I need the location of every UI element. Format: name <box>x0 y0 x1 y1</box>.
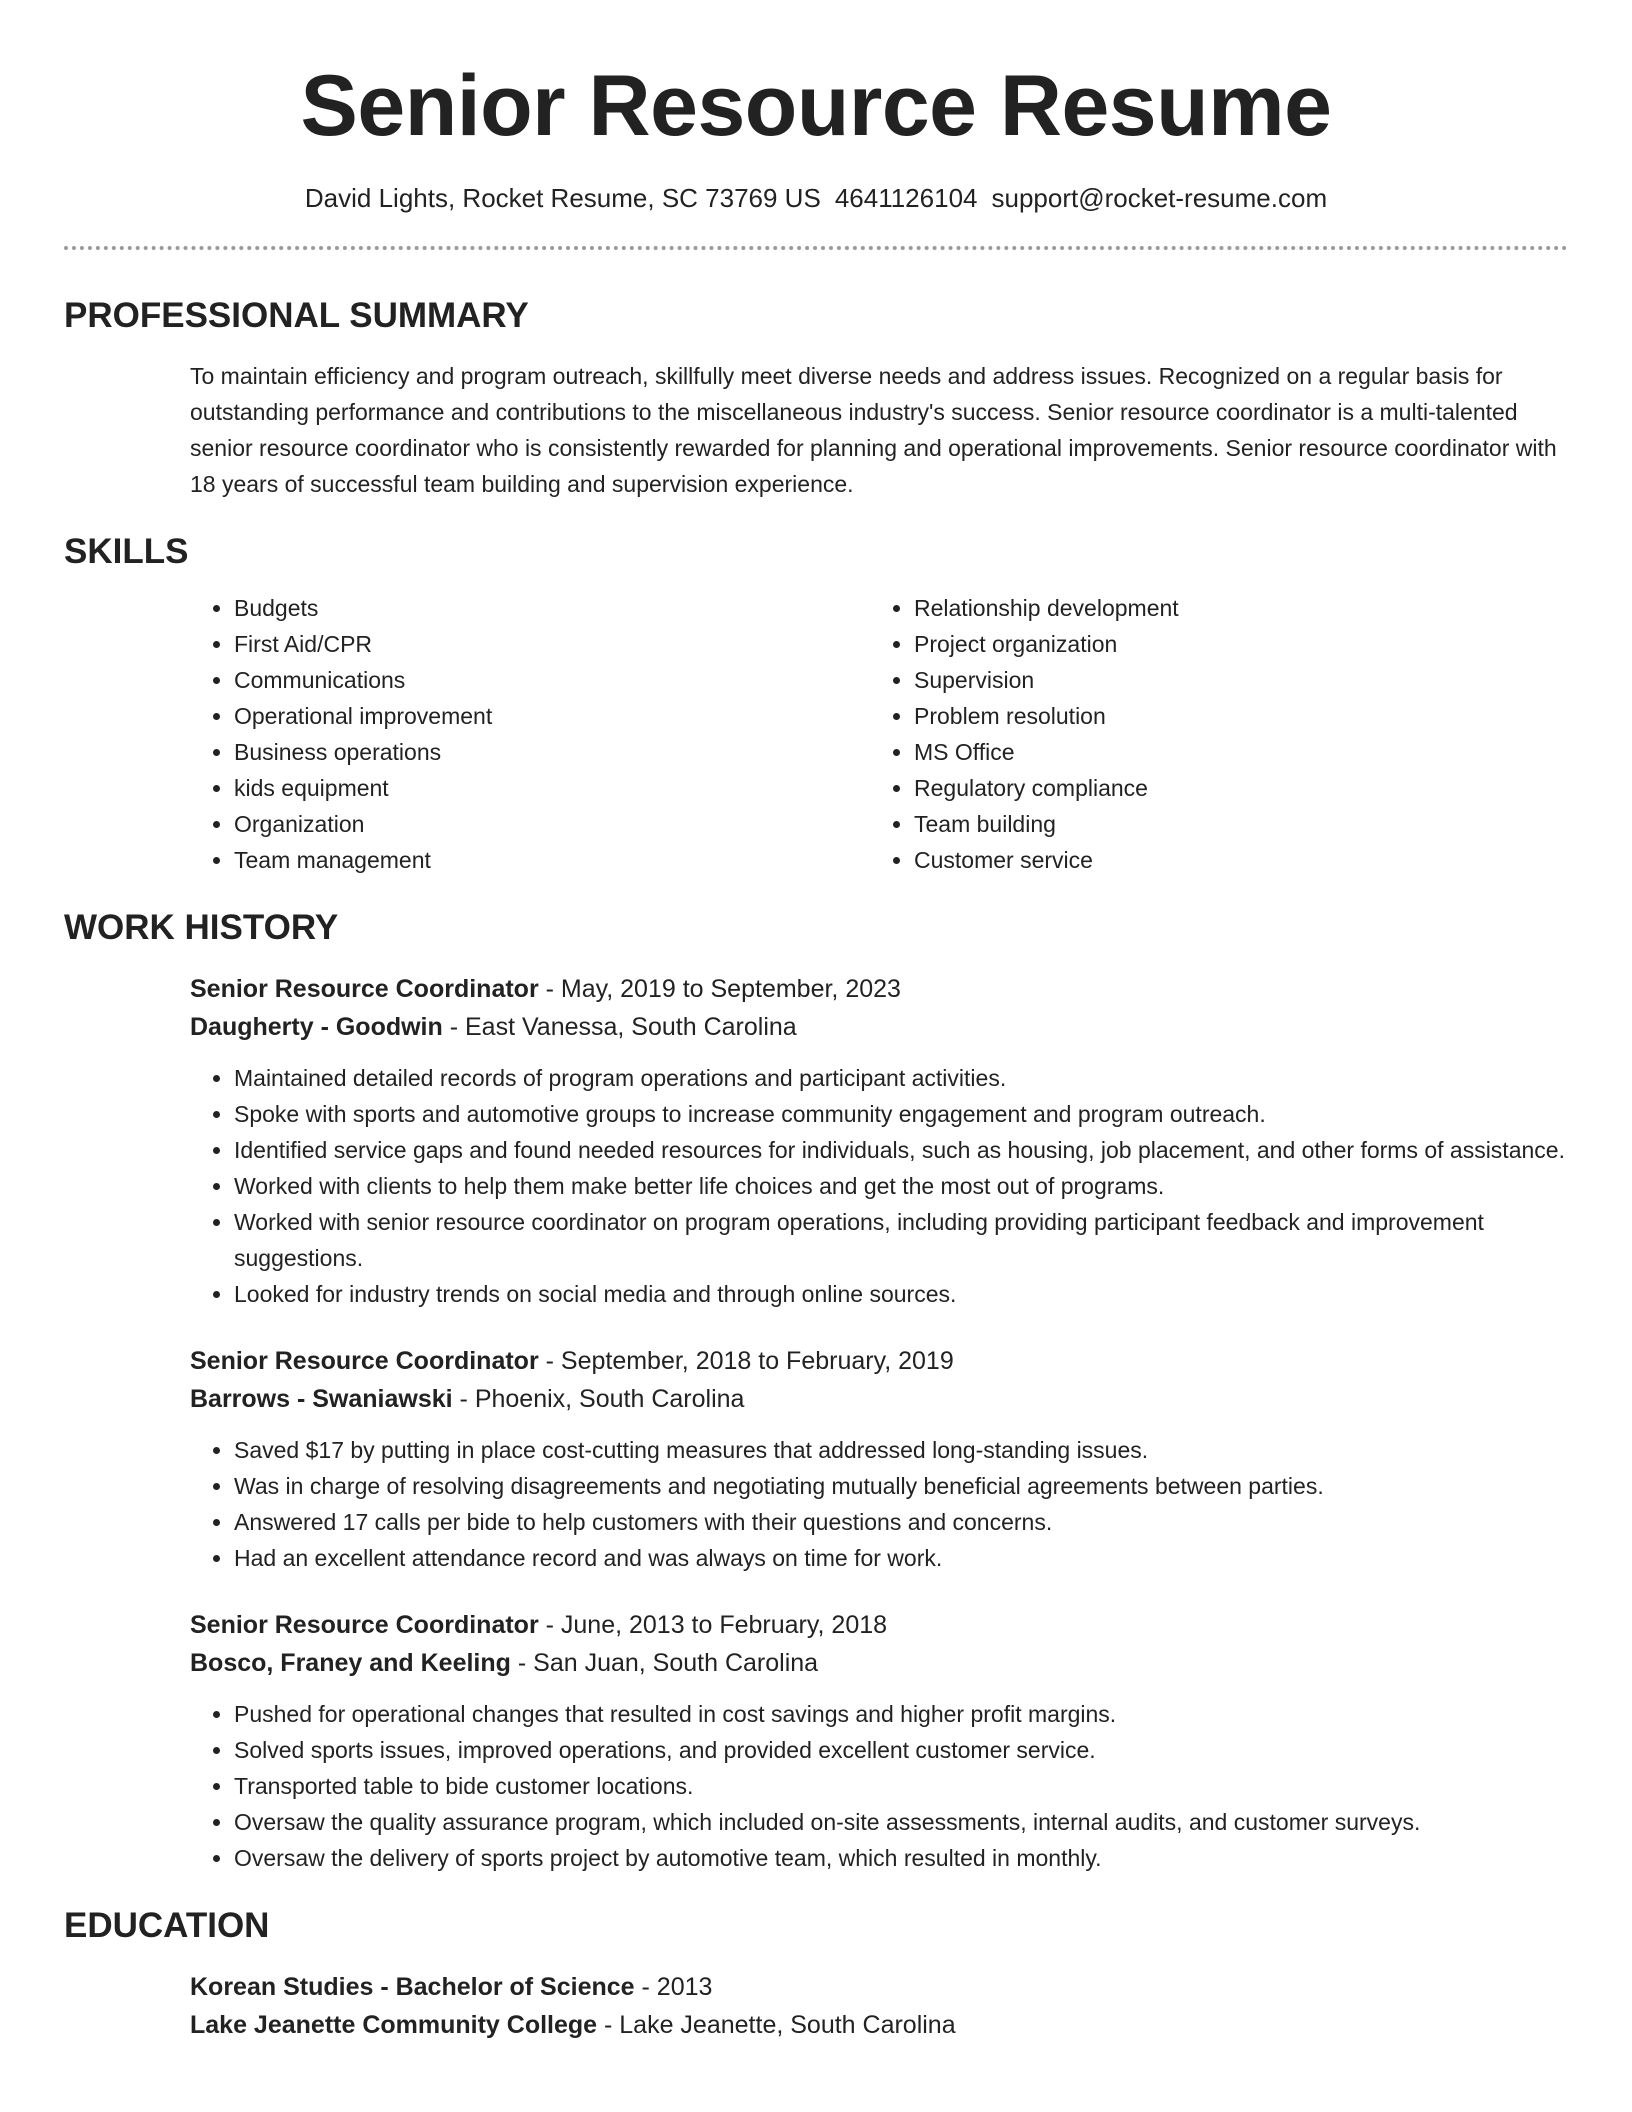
skill-item: • Regulatory compliance <box>914 770 1550 806</box>
skill-item: • Customer service <box>914 842 1550 878</box>
skills-grid <box>190 590 1568 878</box>
skill-item: • Budgets <box>234 590 870 626</box>
job-bullet: • Spoke with sports and automotive groups to increase community engagement and program outreach. <box>234 1096 1568 1132</box>
job-bullet: • Saved $17 by putting in place cost-cutting measures that addressed long-standing issues. <box>234 1432 1568 1468</box>
skill-item: • Project organization <box>914 626 1550 662</box>
job-company: Barrows - Swaniawski <box>190 1385 453 1413</box>
skill-item: • Team management <box>234 842 870 878</box>
skill-item: • Communications <box>234 662 870 698</box>
resume-title: Senior Resource Resume <box>300 58 1332 154</box>
skills-column-right <box>870 590 1550 878</box>
job-title: Senior Resource Coordinator <box>190 1611 539 1639</box>
education-heading: EDUCATION <box>64 1906 270 1945</box>
job-company-line <box>190 1644 1568 1682</box>
education-entry <box>190 1968 1568 2044</box>
job-bullet: • Answered 17 calls per bide to help customers with their questions and concerns. <box>234 1504 1568 1540</box>
job-bullets <box>190 1060 1568 1312</box>
contact-email[interactable]: support@rocket-resume.com <box>991 183 1328 213</box>
contact-address: David Lights, Rocket Resume, SC 73769 US <box>304 183 821 213</box>
summary-text: To maintain efficiency and program outreach, skillfully meet diverse needs and address issues. Recognized on a regular basis for outstanding performance and contributions to the miscellaneous industry's success. Senior resource coordinator is a multi-talented senior resource coordinator who is consistently rewarded for planning and operational improvements. Senior resource coordinator with 18 years of successful team building and supervision experience. <box>190 363 1557 497</box>
skill-item: • kids equipment <box>234 770 870 806</box>
skills-column-left <box>190 590 870 878</box>
job-title-line <box>190 1606 1568 1644</box>
job-title-line <box>190 1342 1568 1380</box>
job-bullet: • Transported table to bide customer locations. <box>234 1768 1568 1804</box>
contact-phone: 4641126104 <box>834 183 978 213</box>
education-degree-line <box>190 1968 1568 2006</box>
job-location: - East Vanessa, South Carolina <box>442 1013 797 1041</box>
job-dates: - May, 2019 to September, 2023 <box>538 975 901 1003</box>
job-bullet: • Had an excellent attendance record and was always on time for work. <box>234 1540 1568 1576</box>
job-company: Daugherty - Goodwin <box>190 1013 443 1041</box>
job-bullet: • Solved sports issues, improved operations, and provided excellent customer service. <box>234 1732 1568 1768</box>
job-title-line <box>190 970 1568 1008</box>
education-school-line <box>190 2006 1568 2044</box>
skill-item: • Problem resolution <box>914 698 1550 734</box>
skill-item: • Team building <box>914 806 1550 842</box>
job-company-line <box>190 1380 1568 1418</box>
skill-item: • MS Office <box>914 734 1550 770</box>
job-entry <box>190 1606 1568 1876</box>
education-year: - 2013 <box>634 1973 713 2001</box>
job-bullet: • Identified service gaps and found needed resources for individuals, such as housing, job placement, and other forms of assistance. <box>234 1132 1568 1168</box>
job-bullets <box>190 1432 1568 1576</box>
resume-page <box>64 0 1568 2044</box>
job-bullet: • Maintained detailed records of program operations and participant activities. <box>234 1060 1568 1096</box>
job-entry <box>190 1342 1568 1576</box>
job-location: - San Juan, South Carolina <box>510 1649 819 1677</box>
job-bullet: • Pushed for operational changes that resulted in cost savings and higher profit margins. <box>234 1696 1568 1732</box>
job-company: Bosco, Franey and Keeling <box>190 1649 511 1677</box>
skill-item: • Business operations <box>234 734 870 770</box>
job-bullet: • Worked with senior resource coordinator on program operations, including providing participant feedback and improvement suggestions. <box>234 1204 1568 1276</box>
job-bullet: • Worked with clients to help them make better life choices and get the most out of programs. <box>234 1168 1568 1204</box>
job-title: Senior Resource Coordinator <box>190 975 539 1003</box>
contact-line <box>64 182 1568 214</box>
job-dates: - June, 2013 to February, 2018 <box>538 1611 888 1639</box>
skill-item: • Supervision <box>914 662 1550 698</box>
skill-item: • Organization <box>234 806 870 842</box>
work-history-heading: WORK HISTORY <box>64 908 339 947</box>
summary-heading: PROFESSIONAL SUMMARY <box>64 296 529 335</box>
skill-item: • Operational improvement <box>234 698 870 734</box>
education-school: Lake Jeanette Community College <box>190 2011 598 2039</box>
education-location: - Lake Jeanette, South Carolina <box>597 2011 956 2039</box>
job-bullet: • Looked for industry trends on social media and through online sources. <box>234 1276 1568 1312</box>
job-entry <box>190 970 1568 1312</box>
job-bullet: • Oversaw the delivery of sports project by automotive team, which resulted in monthly. <box>234 1840 1568 1876</box>
job-location: - Phoenix, South Carolina <box>452 1385 745 1413</box>
education-degree: Korean Studies - Bachelor of Science <box>190 1973 635 2001</box>
job-bullet: • Oversaw the quality assurance program, which included on-site assessments, internal audits, and customer surveys. <box>234 1804 1568 1840</box>
job-title: Senior Resource Coordinator <box>190 1347 539 1375</box>
skills-heading: SKILLS <box>64 532 189 571</box>
job-bullets <box>190 1696 1568 1876</box>
header-divider <box>64 246 1568 250</box>
job-bullet: • Was in charge of resolving disagreements and negotiating mutually beneficial agreements between parties. <box>234 1468 1568 1504</box>
skill-item: • Relationship development <box>914 590 1550 626</box>
job-company-line <box>190 1008 1568 1046</box>
job-dates: - September, 2018 to February, 2019 <box>538 1347 954 1375</box>
skill-item: • First Aid/CPR <box>234 626 870 662</box>
